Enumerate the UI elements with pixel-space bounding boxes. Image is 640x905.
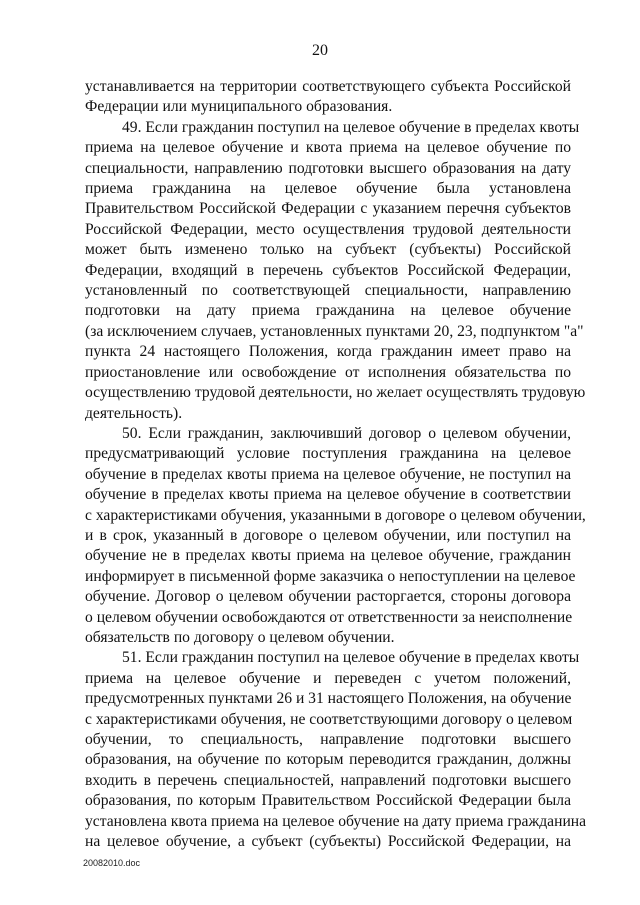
- text-line: приостановление или освобождение от исполнения обязательства по: [85, 363, 571, 381]
- document-body: [85, 77, 587, 852]
- document-filename: 20082010.doc: [83, 858, 141, 868]
- text-line: приема на целевое обучение и переведен с учетом положений,: [85, 669, 571, 687]
- page-number: 20: [312, 42, 328, 59]
- text-line: обучение. Договор о целевом обучении расторгается, стороны договора: [85, 588, 571, 606]
- text-line: 49. Если гражданин поступил на целевое обучение в пределах квоты: [122, 118, 580, 136]
- text-line: обучение в пределах квоты приема на целевое обучение в соответствии: [85, 486, 571, 504]
- text-line: может быть изменено только на субъект (субъекты) Российской: [85, 241, 571, 259]
- text-line: о целевом обучении освобождаются от ответственности за неисполнение: [85, 608, 573, 626]
- text-line: обучение не в пределах квоты приема на целевое обучение, гражданин: [85, 547, 571, 565]
- text-line: специальности, направлению подготовки высшего образования на дату: [85, 159, 571, 177]
- text-line: Федерации или муниципального образования.: [85, 98, 393, 116]
- text-line: с характеристиками обучения, не соответствующими договору о целевом: [85, 710, 573, 728]
- text-line: обучение в пределах квоты приема на целевое обучение, не поступил на: [85, 465, 571, 483]
- text-line: предусмотренных пунктами 26 и 31 настоящего Положения, на обучение: [85, 690, 572, 708]
- text-line: устанавливается на территории соответствующего субъекта Российской: [85, 78, 571, 95]
- text-line: Российской Федерации, место осуществления трудовой деятельности: [85, 220, 571, 238]
- text-line: приема гражданина на целевое обучение была установлена: [85, 180, 571, 198]
- text-line: образования, на обучение по которым переводится гражданин, должны: [85, 751, 571, 769]
- text-line: деятельность).: [85, 404, 183, 422]
- paragraph-50: [85, 424, 586, 648]
- text-line: установленный по соответствующей специальности, направлению: [85, 282, 571, 300]
- text-line: (за исключением случаев, установленных пунктами 20, 23, подпунктом "а": [85, 322, 584, 340]
- text-line: приема на целевое обучение и квота приема на целевое обучение по: [85, 139, 571, 157]
- paragraph-51: [85, 648, 587, 852]
- text-line: Правительством Российской Федерации с указанием перечня субъектов: [85, 200, 571, 218]
- text-line: 51. Если гражданин поступил на целевое обучение в пределах квоты: [122, 649, 580, 667]
- text-line: пункта 24 настоящего Положения, когда гражданин имеет право на: [85, 343, 571, 361]
- text-line: подготовки на дату приема гражданина на целевое обучение: [85, 302, 571, 320]
- text-line: предусматривающий условие поступления гражданина на целевое: [85, 445, 571, 463]
- text-line: 50. Если гражданин, заключивший договор о целевом обучении,: [122, 424, 571, 442]
- text-line: обучении, то специальность, направление подготовки высшего: [85, 731, 571, 748]
- text-line: осуществлению трудовой деятельности, но желает осуществлять трудовую: [85, 384, 586, 402]
- text-line: обязательств по договору о целевом обучении.: [85, 628, 395, 646]
- text-line: на целевое обучение, а субъект (субъекты) Российской Федерации, на: [85, 833, 571, 851]
- paragraph-continuation: [85, 77, 571, 118]
- text-line: с характеристиками обучения, указанными в договоре о целевом обучении,: [85, 506, 586, 524]
- paragraph-49: [85, 118, 586, 424]
- text-line: Федерации, входящий в перечень субъектов Российской Федерации,: [85, 261, 571, 279]
- text-line: образования, по которым Правительством Российской Федерации была: [85, 792, 571, 810]
- text-line: и в срок, указанный в договоре о целевом обучении, или поступил на: [85, 526, 571, 544]
- text-line: информирует в письменной форме заказчика о непоступлении на целевое: [85, 567, 576, 585]
- text-line: установлена квота приема на целевое обучение на дату приема гражданина: [85, 812, 587, 830]
- text-line: входить в перечень специальностей, направлений подготовки высшего: [85, 771, 571, 789]
